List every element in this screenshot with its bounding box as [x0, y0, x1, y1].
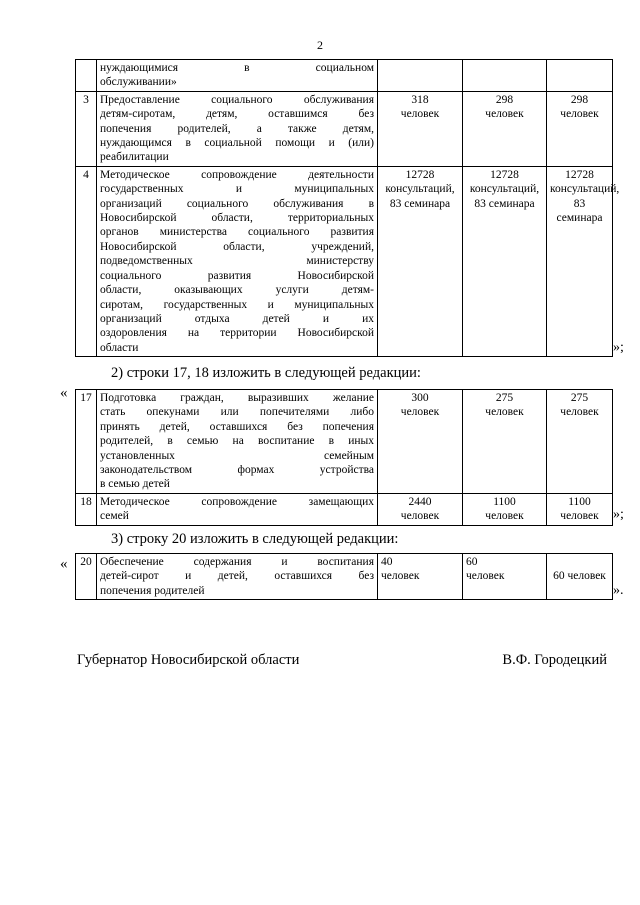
value-line: человек [560, 510, 599, 523]
description-line: Предоставление социального обслуживания [100, 93, 374, 106]
table-row [76, 91, 613, 166]
description-line: семей [100, 510, 129, 523]
value-line: консультаций, [385, 183, 455, 196]
value-line: 12728 [490, 168, 519, 181]
value-line: 83 семинара [389, 197, 451, 210]
value-line: человек [400, 510, 440, 523]
value-cell [463, 166, 547, 356]
closing-quote-mark: »; [613, 340, 624, 355]
value-line: 12728 [565, 168, 594, 181]
value-line: 275 [495, 392, 514, 404]
row-number: 17 [76, 390, 97, 494]
row-number [76, 60, 97, 92]
description-line: Методическое сопровождение деятельности [100, 168, 374, 181]
table-row [76, 390, 613, 494]
value-cell [463, 60, 547, 92]
signatory-name: В.Ф. Городецкий [502, 652, 607, 668]
value-cell [547, 554, 613, 600]
value-line: 83 семинара [474, 197, 535, 210]
description-line: обслуживании» [100, 76, 177, 89]
description-line: реабилитации [100, 151, 169, 164]
value-line: человек [485, 108, 524, 121]
amendment-heading-2: 2) строки 17, 18 изложить в следующей редакции: [111, 365, 421, 381]
value-line: 1100 [568, 495, 591, 508]
description-line: организаций отдыха детей и их [100, 312, 374, 325]
description-line: государственных и муниципальных [100, 183, 374, 196]
value-line: человек [560, 108, 599, 121]
value-cell [378, 554, 463, 600]
description-line: попечения родителей, а также детям, [100, 122, 374, 135]
description-line: Новосибирской области, учреждений, [100, 240, 374, 253]
value-cell [378, 166, 463, 356]
description-line: Новосибирской области, территориальных [100, 212, 374, 225]
description-line: нуждающимся в социальной помощи и (или) [100, 137, 374, 150]
table-row [76, 493, 613, 525]
table-row-20 [75, 553, 613, 600]
value-cell [547, 493, 613, 525]
description-line: подведомственных министерству [100, 255, 374, 268]
row-number: 20 [76, 554, 97, 600]
description-line: Обеспечение содержания и воспитания [100, 556, 374, 568]
value-cell [547, 60, 613, 92]
opening-quote-mark: « [60, 385, 68, 401]
row-description [97, 60, 378, 92]
page-number: 2 [317, 38, 323, 52]
value-cell [378, 60, 463, 92]
value-line: человек [485, 406, 524, 419]
value-cell [547, 166, 620, 356]
value-cell [463, 390, 547, 494]
value-line: консультаций, [550, 183, 620, 196]
value-line: консультаций, [469, 183, 540, 196]
value-line: 300 [411, 392, 429, 404]
description-line: попечения родителей [100, 584, 205, 597]
value-cell [378, 91, 463, 166]
value-line: 60 [466, 556, 478, 568]
description-line: детям-сиротам, детям, оставшимся без [100, 108, 374, 121]
value-line: 2440 [408, 495, 432, 508]
value-cell [378, 390, 463, 494]
value-line: человек [381, 570, 420, 583]
amendment-heading-3: 3) строку 20 изложить в следующей редакции: [111, 531, 399, 547]
signatory-position: Губернатор Новосибирской области [77, 652, 300, 668]
row-description [97, 91, 378, 166]
table-row [76, 554, 613, 600]
description-line: органов министерства социального развития [100, 226, 374, 239]
value-line: 12728 [405, 168, 435, 181]
table-rows-17-18 [75, 389, 613, 526]
row-number: 4 [76, 166, 97, 356]
description-line: Подготовка граждан, выразивших желание [100, 392, 374, 404]
description-line: нуждающимися в социальном [100, 62, 374, 74]
description-line: социального развития Новосибирской [100, 269, 374, 282]
value-line: человек [560, 406, 599, 419]
value-cell [547, 390, 613, 494]
description-line: законодательством формах устройства [100, 464, 374, 477]
description-line: сиротам, государственных и муниципальных [100, 298, 374, 311]
description-line: оздоровления на территории Новосибирской [100, 327, 374, 340]
value-line: 40 [381, 556, 393, 568]
row-description [97, 390, 378, 494]
table-row [76, 60, 613, 92]
value-line: человек [466, 570, 505, 583]
table-continuation [75, 59, 620, 357]
description-line: принять детей, оставшихся без попечения [100, 420, 374, 433]
closing-quote-mark: ». [613, 583, 624, 598]
value-line: 298 [495, 93, 514, 106]
value-line: человек [485, 510, 524, 523]
value-line: 298 [570, 93, 589, 106]
value-line: 1100 [493, 495, 516, 508]
description-line: детей-сирот и детей, оставшихся без [100, 570, 374, 583]
value-cell [463, 91, 547, 166]
value-line: 83 семинара [556, 197, 603, 225]
description-line: области [100, 341, 139, 354]
opening-quote-mark: « [60, 556, 68, 572]
description-line: установленных семейным [100, 449, 374, 462]
value-line: человек [400, 108, 440, 121]
value-cell [463, 554, 547, 600]
row-description [97, 554, 378, 600]
value-line: 318 [411, 93, 429, 106]
table-row [76, 166, 613, 356]
closing-quote-mark: »; [613, 507, 624, 522]
value-line: человек [400, 406, 440, 419]
description-line: родителей, в семью на воспитание в иных [100, 435, 374, 448]
value-cell [463, 493, 547, 525]
description-line: стать опекунами или попечителями либо [100, 406, 374, 419]
value-cell [378, 493, 463, 525]
value-line: 60 человек [553, 570, 606, 583]
value-line: 275 [570, 392, 589, 404]
description-line: Методическое сопровождение замещающих [100, 495, 374, 508]
row-description [97, 493, 378, 525]
value-cell [547, 91, 613, 166]
description-line: области, оказывающих услуги детям- [100, 284, 374, 297]
description-line: в семью детей [100, 478, 170, 491]
row-number: 3 [76, 91, 97, 166]
row-number: 18 [76, 493, 97, 525]
description-line: организаций социального обслуживания в [100, 197, 374, 210]
row-description [97, 166, 378, 356]
